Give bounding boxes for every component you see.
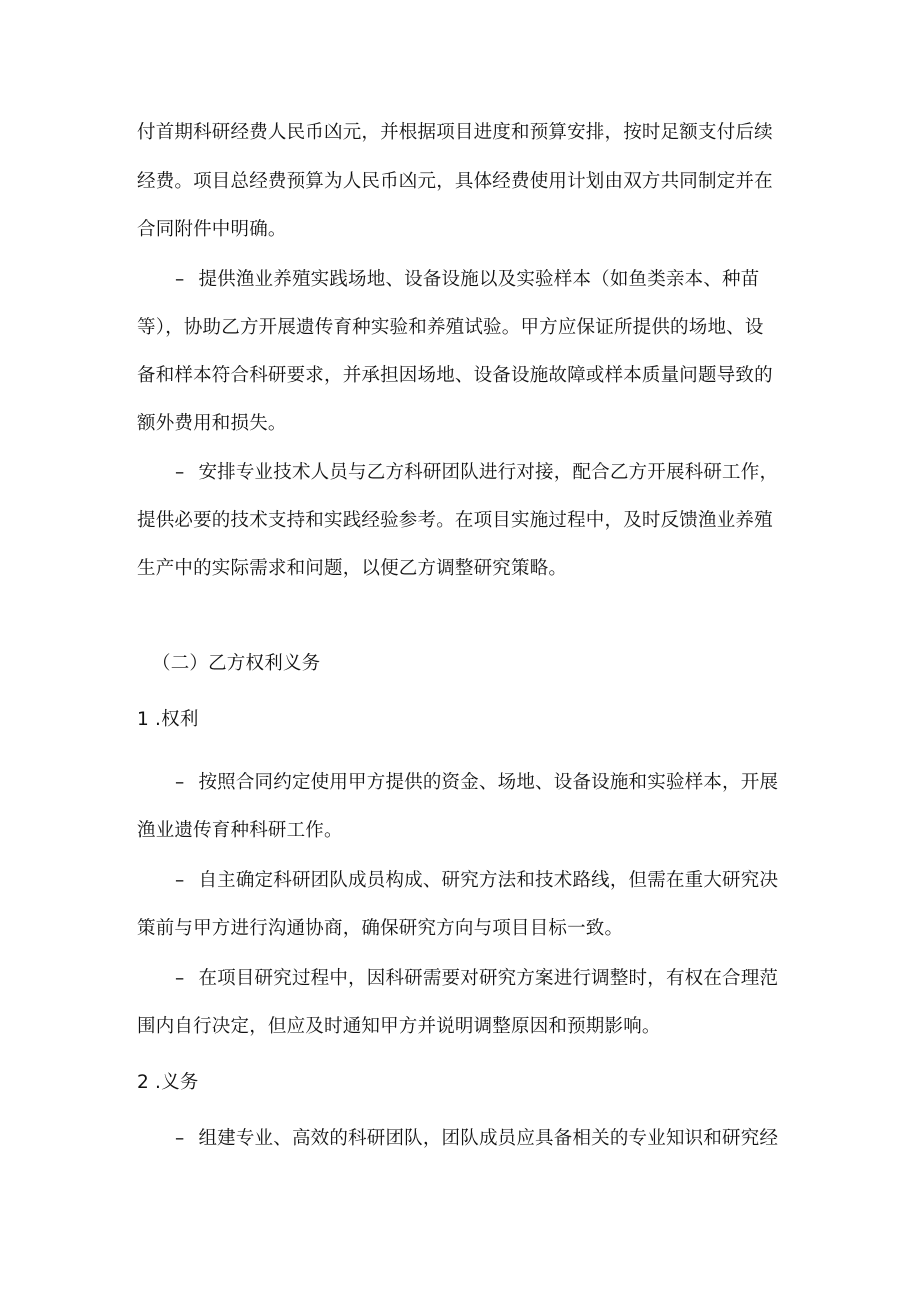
bullet-dash-icon: –	[175, 1128, 185, 1149]
intro-line-3: 合同附件中明确。	[137, 219, 287, 240]
intro-line-1: 付首期科研经费人民币凶元，并根据项目进度和预算安排，按时足额支付后续	[137, 122, 773, 143]
rights-item-2-text: 自主确定科研团队成员构成、研究方法和技术路线，但需在重大研究决	[198, 870, 779, 891]
rights-item-3-line-2: 围内自行决定，但应及时通知甲方并说明调整原因和预期影响。	[137, 1016, 661, 1037]
party-a-item-1-line-3: 备和样本符合科研要求，并承担因场地、设备设施故障或样本质量问题导致的	[137, 365, 773, 386]
party-a-item-1-text: 提供渔业养殖实践场地、设备设施以及实验样本（如鱼类亲本、种苗	[198, 269, 760, 290]
party-a-item-1-line-1	[175, 268, 759, 292]
duties-heading: 2 .义务	[137, 1072, 199, 1093]
rights-item-1-text: 按照合同约定使用甲方提供的资金、场地、设备设施和实验样本，开展	[198, 772, 779, 793]
rights-item-1-line-2: 渔业遗传育种科研工作。	[137, 820, 343, 841]
bullet-dash-icon: –	[175, 772, 185, 793]
rights-item-2-line-1	[175, 869, 778, 893]
section-b-title: （二）乙方权利义务	[152, 653, 321, 674]
party-a-item-2-text: 安排专业技术人员与乙方科研团队进行对接，配合乙方开展科研工作，	[198, 462, 779, 483]
intro-line-2: 经费。项目总经费预算为人民币凶元，具体经费使用计划由双方共同制定并在	[137, 171, 773, 192]
duties-item-1-line-1	[175, 1127, 778, 1151]
bullet-dash-icon: –	[175, 870, 185, 891]
duties-item-1-text: 组建专业、高效的科研团队，团队成员应具备相关的专业知识和研究经	[198, 1128, 779, 1149]
bullet-dash-icon: –	[175, 269, 185, 290]
rights-item-3-line-1	[175, 967, 778, 991]
rights-item-1-line-1	[175, 771, 778, 795]
party-a-item-1-line-2: 等），协助乙方开展遗传育种实验和养殖试验。甲方应保证所提供的场地、设	[137, 317, 764, 338]
party-a-item-2-line-3: 生产中的实际需求和问题，以便乙方调整研究策略。	[137, 558, 568, 579]
bullet-dash-icon: –	[175, 462, 185, 483]
party-a-item-1-line-4: 额外费用和损失。	[137, 413, 287, 434]
party-a-item-2-line-1	[175, 461, 778, 485]
party-a-item-2-line-2: 提供必要的技术支持和实践经验参考。在项目实施过程中，及时反馈渔业养殖	[137, 510, 773, 531]
rights-item-3-text: 在项目研究过程中，因科研需要对研究方案进行调整时，有权在合理范	[198, 968, 779, 989]
rights-item-2-line-2: 策前与甲方进行沟通协商，确保研究方向与项目目标一致。	[137, 918, 624, 939]
rights-heading: 1 .权利	[137, 709, 199, 730]
bullet-dash-icon: –	[175, 968, 185, 989]
